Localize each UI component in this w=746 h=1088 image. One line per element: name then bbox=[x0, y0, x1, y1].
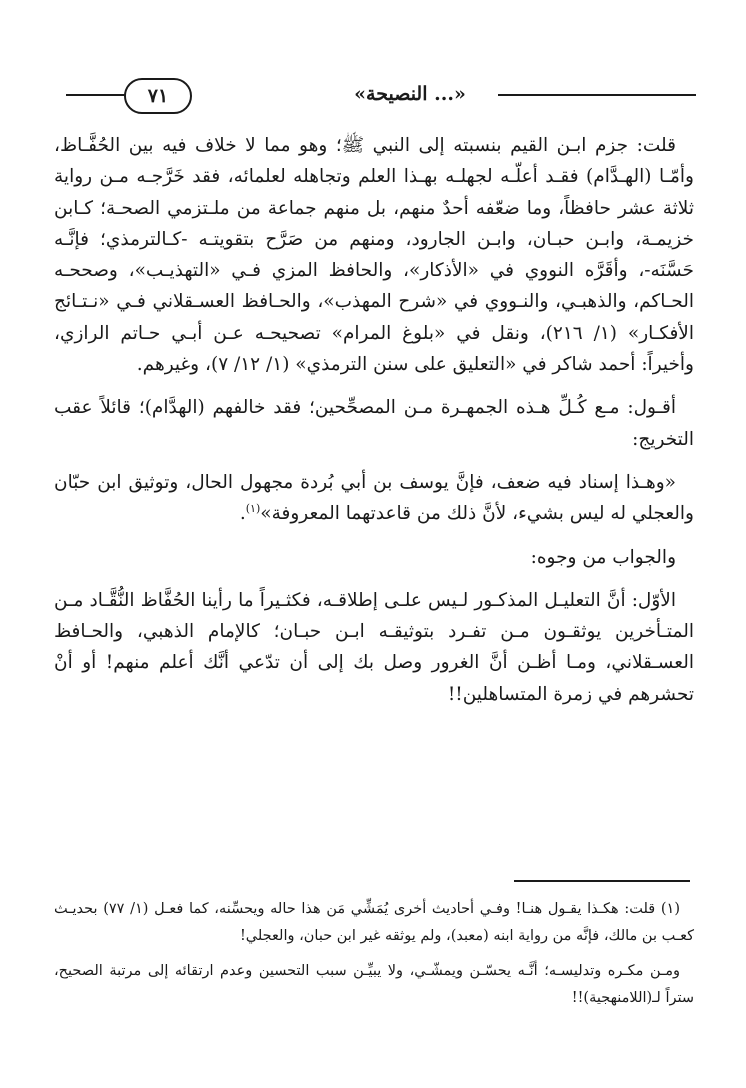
page-number: ٧١ bbox=[124, 78, 192, 114]
footnote-separator bbox=[514, 880, 690, 882]
quote-text: «وهـذا إسناد فيه ضعف، فإنَّ يوسف بن أبي بُردة مجهول الحال، وتوثيق ابن حبّان والعجلي له ليس بشيء، لأنَّ ذلك من قاعدتهما المعروفة» bbox=[54, 471, 694, 525]
quote-end-punctuation: . bbox=[239, 503, 246, 525]
paragraph-2: أقـول: مـع كُـلِّ هـذه الجمهـرة مـن المصحِّحين؛ فقد خالفهم (الهدَّام)؛ قائلاً عقب التخريج: bbox=[54, 397, 694, 450]
paragraph-5: الأوّل: أنَّ التعليـل المذكـور لـيس علـى إطلاقـه، فكثـيراً ما رأينا الحُفَّاظ النُّقَّـاد مـن المتـأخرين يوثقـون مـن تفـرد بتوثيقـه ابـن حبـان؛ كالإمام الذهبي، والحـافظ العسـقلاني، ومـا أظـن أنَّ الغرور وصل بك إلى أن تدّعي أنَّك أعلم منهم! أو أنْ تحشرهم في زمرة المتساهلين!! bbox=[54, 589, 694, 705]
running-title: «النصيحة ...» bbox=[354, 83, 466, 105]
main-text bbox=[54, 130, 694, 710]
footnote-1-continuation: ومـن مكـره وتدليسـه؛ أنَّـه يحسّـن ويمشّـي، ولا يبيِّـن سبب التحسين وعدم ارتقائه إلى مرتبة الصحيح، ستراً لـ(اللامنهجية)!! bbox=[54, 963, 694, 1006]
page-header bbox=[58, 72, 698, 116]
header-rule-right bbox=[498, 94, 696, 96]
paragraph-4: والجواب من وجوه: bbox=[530, 546, 676, 568]
footnotes bbox=[54, 896, 694, 1012]
footnote-1: (١) قلت: هكـذا يقـول هنـا! وفـي أحاديث أخرى يُمَشِّي مَن هذا حاله ويحسِّنه، كما فعـل (١/ ٧٧) بحديـث كعـب بن مالك، فإنَّه من رواية ابنه (معبد)، ولم يوثقه غير ابن حبان، والعجلي! bbox=[54, 901, 694, 944]
quoted-paragraph bbox=[54, 467, 694, 530]
paragraph-1: قلت: جزم ابـن القيم بنسبته إلى النبي ﷺ؛ وهو مما لا خلاف فيه بين الحُفَّـاظ، وأمّـا (الهـدَّام) فقـد أعلّـه لجهلـه بهـذا العلم وتجاهله لعلمائه، فقد خَرَّجـه مـن رواية ثلاثة عشر حافظاً، وما ضعّفه أحدٌ منهم، بل منهم جماعة من ملـتزمي الصحـة؛ كـابن خزيمـة، وابـن حبـان، وابـن الجارود، ومنهم من صَرَّح بتقويتـه -كـالترمذي؛ فإنَّـه حَسَّنَه-، وأقَرَّه النووي في «الأذكار»، والحافظ المزي فـي «التهذيـب»، وصححـه الحـاكم، والذهبـي، والنـووي في «شرح المهذب»، والحـافظ العسـقلاني فـي «نـتـائج الأفكـار» (١/ ٢١٦)، ونقل في «بلوغ المرام» تصحيحـه عـن أبـي حـاتم الرازي، وأخيراً: أحمد شاكر في «التعليق على سنن الترمذي» (١/ ١٢/ ٧)، وغيرهم. bbox=[54, 135, 694, 376]
footnote-ref-1[interactable]: (١) bbox=[245, 502, 261, 516]
